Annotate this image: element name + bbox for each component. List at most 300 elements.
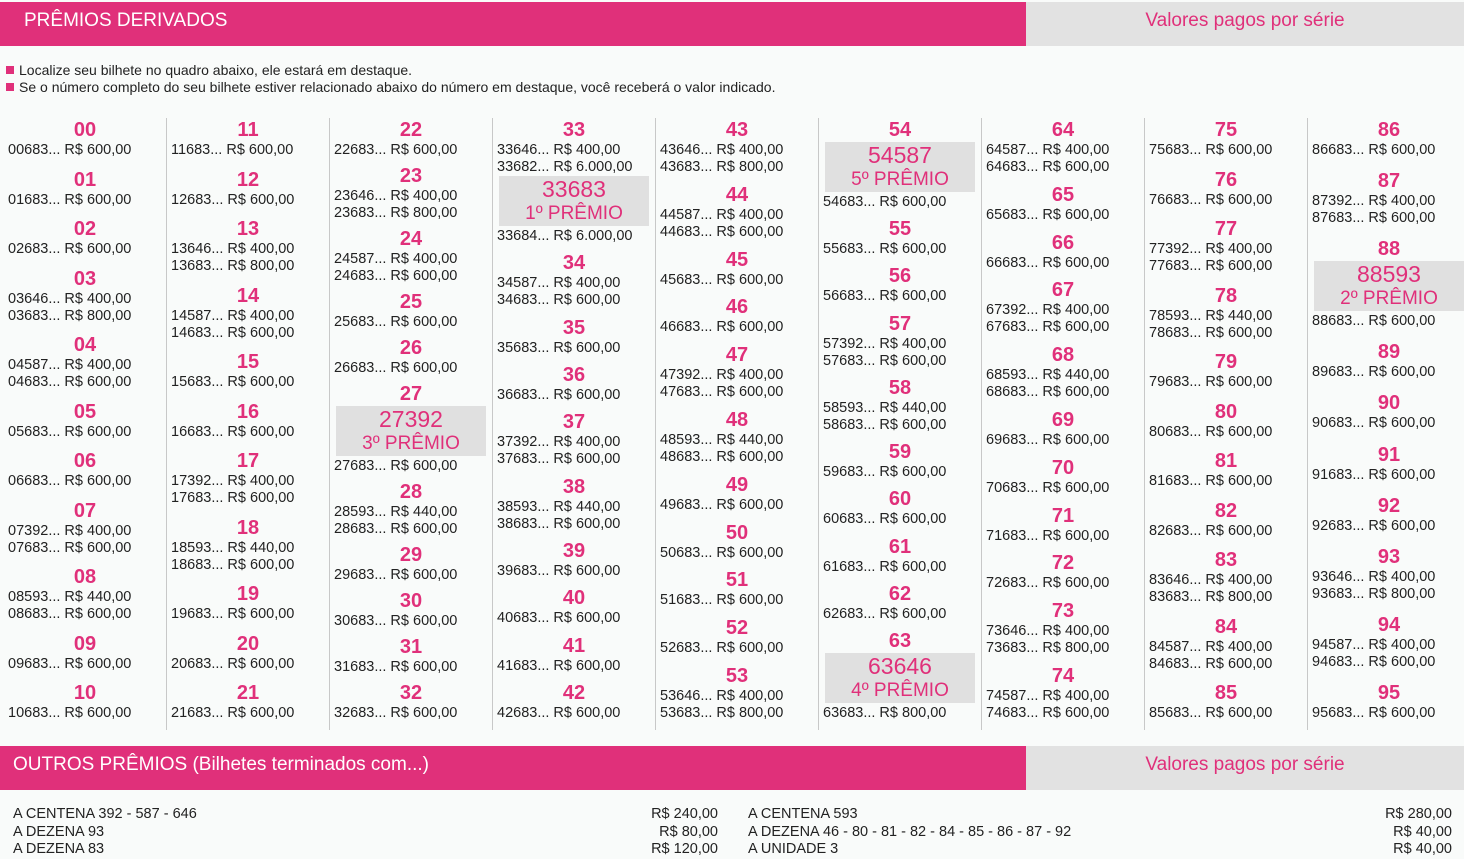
- prize-line: 74587... R$ 400,00: [986, 688, 1110, 704]
- prize-line: 57392... R$ 400,00: [823, 335, 947, 352]
- number-block: [819, 582, 981, 623]
- group-number: 56: [888, 265, 912, 288]
- prize-line: 07392... R$ 400,00: [8, 522, 132, 539]
- other-prize-row: [748, 841, 1452, 859]
- prize-line: 89683... R$ 600,00: [1312, 364, 1436, 381]
- prize-line: 47392... R$ 400,00: [660, 367, 784, 384]
- group-number: 67: [1051, 279, 1075, 302]
- prize-line: 95683... R$ 600,00: [1312, 705, 1436, 721]
- group-number: 66: [1051, 231, 1075, 254]
- group-number: 23: [399, 165, 423, 187]
- group-number: 41: [562, 634, 586, 657]
- prize-line: 01683... R$ 600,00: [8, 191, 132, 208]
- group-number: 15: [236, 351, 260, 373]
- other-prize-label: A CENTENA 593: [748, 806, 858, 822]
- prize-highlight: [499, 176, 649, 226]
- prize-column: [330, 118, 493, 730]
- number-block: [167, 449, 329, 507]
- number-block: [330, 336, 492, 377]
- group-number: 61: [888, 535, 912, 558]
- other-prize-value: R$ 80,00: [659, 823, 718, 840]
- number-block: [1308, 169, 1464, 227]
- number-block: [493, 475, 655, 533]
- prize-line: 63683... R$ 800,00: [823, 705, 947, 721]
- prize-line: 24587... R$ 400,00: [334, 251, 458, 267]
- number-block: [656, 183, 818, 241]
- group-number: 48: [725, 409, 749, 431]
- prize-line: 47683... R$ 600,00: [660, 384, 784, 401]
- group-number: 35: [562, 316, 586, 339]
- instruction-line: Localize seu bilhete no quadro abaixo, ele estará em destaque.: [6, 62, 775, 79]
- number-block: [4, 632, 166, 673]
- group-number: 16: [236, 400, 260, 423]
- group-number: 49: [725, 473, 749, 496]
- prize-line: 74683... R$ 600,00: [986, 705, 1110, 721]
- group-number: 42: [562, 682, 586, 704]
- prize-column: [493, 118, 656, 730]
- prize-line: 46683... R$ 600,00: [660, 319, 784, 336]
- group-number: 36: [562, 364, 586, 386]
- group-number: 09: [73, 632, 97, 655]
- prize-column: [1145, 118, 1308, 730]
- prize-line: 86683... R$ 600,00: [1312, 142, 1436, 158]
- prize-line: 78683... R$ 600,00: [1149, 324, 1273, 341]
- group-number: 33: [562, 119, 586, 141]
- group-number: 22: [399, 119, 423, 141]
- group-number: 85: [1214, 682, 1238, 704]
- prize-line: 83646... R$ 400,00: [1149, 572, 1273, 588]
- group-number: 19: [236, 583, 260, 605]
- prize-line: 64587... R$ 400,00: [986, 142, 1110, 158]
- number-block: [4, 333, 166, 391]
- group-number: 88: [1377, 238, 1401, 261]
- group-number: 72: [1051, 552, 1075, 575]
- number-block: [982, 664, 1144, 722]
- prize-line: 67392... R$ 400,00: [986, 302, 1110, 319]
- group-number: 34: [562, 252, 586, 275]
- group-number: 71: [1051, 504, 1075, 527]
- prize-line: 14587... R$ 400,00: [171, 307, 295, 324]
- group-number: 80: [1214, 400, 1238, 423]
- number-block: [330, 635, 492, 676]
- bullet-square-icon: [6, 66, 14, 74]
- group-number: 29: [399, 544, 423, 566]
- prize-line: 84683... R$ 600,00: [1149, 655, 1273, 672]
- prize-line: 08683... R$ 600,00: [8, 606, 132, 622]
- group-number: 21: [236, 682, 260, 704]
- highlight-number: 33683: [542, 176, 606, 202]
- prize-line: 83683... R$ 800,00: [1149, 589, 1273, 605]
- number-block: [1145, 400, 1307, 441]
- number-block: [819, 535, 981, 576]
- number-block: [1145, 118, 1307, 159]
- other-prizes-right: [748, 806, 1452, 859]
- prize-line: 08593... R$ 440,00: [8, 589, 132, 605]
- other-prize-row: [13, 806, 718, 824]
- number-block: [819, 440, 981, 481]
- number-block: [656, 568, 818, 609]
- prize-line: 06683... R$ 600,00: [8, 473, 132, 489]
- number-block: [1308, 443, 1464, 484]
- group-number: 06: [73, 450, 97, 472]
- prize-column: [167, 118, 330, 730]
- prize-line: 53683... R$ 800,00: [660, 705, 784, 721]
- prize-line: 13646... R$ 400,00: [171, 241, 295, 257]
- group-number: 38: [562, 475, 586, 498]
- prize-line: 17392... R$ 400,00: [171, 473, 295, 489]
- prize-line: 60683... R$ 600,00: [823, 511, 947, 528]
- prize-line: 68683... R$ 600,00: [986, 384, 1110, 401]
- prize-column: [982, 118, 1145, 730]
- group-number: 86: [1377, 119, 1401, 141]
- number-block: [167, 168, 329, 209]
- prize-line: 25683... R$ 600,00: [334, 314, 458, 330]
- prize-line: 92683... R$ 600,00: [1312, 517, 1436, 534]
- number-block: [1308, 681, 1464, 722]
- group-number: 82: [1214, 499, 1238, 522]
- number-block: [982, 343, 1144, 401]
- number-block: [982, 599, 1144, 657]
- other-prizes-values-label: Valores pagos por série: [1026, 746, 1464, 790]
- prize-line: 17683... R$ 600,00: [171, 490, 295, 506]
- prize-line: 03683... R$ 800,00: [8, 307, 132, 324]
- prize-line: 12683... R$ 600,00: [171, 191, 295, 208]
- group-number: 05: [73, 400, 97, 423]
- prize-line: 58593... R$ 440,00: [823, 399, 947, 416]
- prize-line: 52683... R$ 600,00: [660, 640, 784, 657]
- prize-line: 34683... R$ 600,00: [497, 292, 621, 309]
- group-number: 78: [1214, 284, 1238, 307]
- prize-line: 33646... R$ 400,00: [497, 142, 621, 158]
- prize-line: 28593... R$ 440,00: [334, 504, 458, 520]
- group-number: 57: [888, 312, 912, 335]
- prize-line: 32683... R$ 600,00: [334, 705, 458, 721]
- group-number: 68: [1051, 344, 1075, 367]
- number-block: [982, 118, 1144, 176]
- group-number: 77: [1214, 218, 1238, 240]
- group-number: 55: [888, 218, 912, 241]
- group-number: 20: [236, 632, 260, 655]
- number-block: [4, 565, 166, 623]
- group-number: 90: [1377, 392, 1401, 415]
- prize-line: 70683... R$ 600,00: [986, 479, 1110, 496]
- prize-line: 66683... R$ 600,00: [986, 254, 1110, 271]
- highlight-number: 27392: [379, 406, 443, 432]
- number-block: [4, 400, 166, 441]
- group-number: 44: [725, 183, 749, 206]
- prize-line: 00683... R$ 600,00: [8, 142, 132, 158]
- group-number: 07: [73, 499, 97, 522]
- number-block: [330, 543, 492, 584]
- prize-line: 87392... R$ 400,00: [1312, 193, 1436, 210]
- group-number: 83: [1214, 549, 1238, 571]
- number-block: [4, 217, 166, 258]
- number-block: [982, 231, 1144, 272]
- prize-line: 93646... R$ 400,00: [1312, 568, 1436, 585]
- prize-line: 43646... R$ 400,00: [660, 142, 784, 158]
- instructions: [6, 62, 775, 96]
- prize-column: [1308, 118, 1464, 730]
- group-number: 84: [1214, 615, 1238, 638]
- group-number: 73: [1051, 600, 1075, 623]
- group-number: 79: [1214, 351, 1238, 373]
- prize-line: 35683... R$ 600,00: [497, 339, 621, 356]
- number-block: [330, 681, 492, 722]
- number-block: [656, 295, 818, 336]
- group-number: 47: [725, 344, 749, 367]
- number-block: [167, 681, 329, 722]
- prize-line: 94587... R$ 400,00: [1312, 636, 1436, 653]
- number-block: [819, 629, 981, 722]
- number-block: [1145, 217, 1307, 275]
- highlight-number: 88593: [1357, 261, 1421, 288]
- derived-prizes-values-label: Valores pagos por série: [1026, 2, 1464, 46]
- prize-line: 76683... R$ 600,00: [1149, 191, 1273, 208]
- prize-line: 54683... R$ 600,00: [823, 194, 947, 210]
- other-prize-value: R$ 40,00: [1393, 823, 1452, 840]
- group-number: 91: [1377, 443, 1401, 466]
- number-block: [656, 473, 818, 514]
- other-prize-value: R$ 240,00: [651, 806, 718, 822]
- prize-line: 37683... R$ 600,00: [497, 451, 621, 468]
- number-block: [1308, 340, 1464, 381]
- number-block: [493, 410, 655, 468]
- prize-line: 42683... R$ 600,00: [497, 705, 621, 721]
- group-number: 13: [236, 218, 260, 240]
- number-block: [330, 164, 492, 222]
- prize-line: 94683... R$ 600,00: [1312, 653, 1436, 670]
- number-block: [1308, 545, 1464, 603]
- prize-line: 81683... R$ 600,00: [1149, 473, 1273, 489]
- number-block: [493, 586, 655, 627]
- group-number: 17: [236, 450, 260, 472]
- number-block: [819, 312, 981, 370]
- prize-line: 59683... R$ 600,00: [823, 464, 947, 481]
- group-number: 32: [399, 682, 423, 704]
- number-block: [167, 400, 329, 441]
- number-block: [330, 227, 492, 285]
- prize-line: 50683... R$ 600,00: [660, 544, 784, 561]
- number-block: [982, 183, 1144, 224]
- number-block: [656, 521, 818, 562]
- group-number: 53: [725, 665, 749, 687]
- number-block: [330, 480, 492, 538]
- number-block: [656, 664, 818, 722]
- number-block: [1308, 613, 1464, 671]
- group-number: 12: [236, 168, 260, 191]
- prize-line: 07683... R$ 600,00: [8, 539, 132, 556]
- group-number: 54: [888, 119, 912, 141]
- group-number: 63: [888, 630, 912, 652]
- group-number: 24: [399, 228, 423, 250]
- prize-line: 16683... R$ 600,00: [171, 423, 295, 440]
- prize-line: 73646... R$ 400,00: [986, 623, 1110, 640]
- number-block: [167, 350, 329, 391]
- prize-line: 84587... R$ 400,00: [1149, 638, 1273, 655]
- prize-line: 37392... R$ 400,00: [497, 434, 621, 451]
- number-block: [330, 118, 492, 159]
- group-number: 18: [236, 516, 260, 539]
- group-number: 02: [73, 218, 97, 240]
- group-number: 50: [725, 521, 749, 544]
- prize-line: 67683... R$ 600,00: [986, 319, 1110, 336]
- group-number: 28: [399, 481, 423, 503]
- derived-prizes-title: PRÊMIOS DERIVADOS: [0, 2, 1026, 46]
- prize-line: 30683... R$ 600,00: [334, 613, 458, 629]
- number-block: [1308, 118, 1464, 159]
- other-prize-value: R$ 120,00: [651, 841, 718, 857]
- number-block: [982, 551, 1144, 592]
- prize-line: 23646... R$ 400,00: [334, 188, 458, 204]
- derived-prizes-grid: [0, 118, 1464, 730]
- number-block: [656, 248, 818, 289]
- other-prize-value: R$ 280,00: [1385, 806, 1452, 822]
- prize-line: 38593... R$ 440,00: [497, 498, 621, 515]
- prize-column: [819, 118, 982, 730]
- prize-line: 24683... R$ 600,00: [334, 268, 458, 284]
- other-prizes-title: OUTROS PRÊMIOS (Bilhetes terminados com...): [0, 746, 1026, 790]
- prize-line: 23683... R$ 800,00: [334, 205, 458, 221]
- other-prize-value: R$ 40,00: [1393, 841, 1452, 857]
- highlight-number: 63646: [868, 653, 932, 679]
- number-block: [167, 284, 329, 342]
- prize-line: 88683... R$ 600,00: [1312, 313, 1436, 330]
- number-block: [493, 118, 655, 245]
- group-number: 65: [1051, 183, 1075, 206]
- prize-highlight: [825, 142, 975, 192]
- prize-highlight: [1314, 261, 1464, 311]
- prize-line: 73683... R$ 800,00: [986, 640, 1110, 657]
- group-number: 60: [888, 488, 912, 511]
- group-number: 14: [236, 284, 260, 307]
- highlight-number: 54587: [868, 142, 932, 168]
- prize-line: 44683... R$ 600,00: [660, 223, 784, 240]
- prize-line: 40683... R$ 600,00: [497, 610, 621, 627]
- group-number: 81: [1214, 450, 1238, 472]
- group-number: 69: [1051, 409, 1075, 431]
- prize-column: [4, 118, 167, 730]
- prize-line: 69683... R$ 600,00: [986, 432, 1110, 448]
- prize-line: 55683... R$ 600,00: [823, 241, 947, 258]
- number-block: [493, 634, 655, 675]
- group-number: 43: [725, 119, 749, 141]
- group-number: 39: [562, 540, 586, 562]
- prize-line: 85683... R$ 600,00: [1149, 705, 1273, 721]
- prize-line: 34587... R$ 400,00: [497, 275, 621, 292]
- prize-line: 43683... R$ 800,00: [660, 159, 784, 175]
- number-block: [330, 589, 492, 630]
- group-number: 37: [562, 411, 586, 434]
- group-number: 11: [237, 119, 259, 141]
- group-number: 52: [725, 617, 749, 640]
- prize-line: 51683... R$ 600,00: [660, 592, 784, 609]
- prize-line: 44587... R$ 400,00: [660, 206, 784, 223]
- prize-line: 48683... R$ 600,00: [660, 449, 784, 465]
- prize-line: 11683... R$ 600,00: [171, 142, 294, 158]
- other-prize-row: [748, 806, 1452, 824]
- prize-line: 04683... R$ 600,00: [8, 374, 132, 390]
- group-number: 64: [1051, 119, 1075, 141]
- number-block: [1145, 499, 1307, 540]
- prize-line: 15683... R$ 600,00: [171, 374, 295, 390]
- group-number: 10: [73, 682, 97, 704]
- group-number: 51: [725, 569, 749, 592]
- group-number: 94: [1377, 613, 1401, 636]
- prize-line: 18683... R$ 600,00: [171, 556, 295, 573]
- prize-line: 02683... R$ 600,00: [8, 241, 132, 257]
- group-number: 93: [1377, 545, 1401, 568]
- prize-line: 22683... R$ 600,00: [334, 142, 458, 158]
- group-number: 01: [73, 168, 97, 191]
- number-block: [330, 290, 492, 331]
- number-block: [1145, 615, 1307, 673]
- instruction-line: Se o número completo do seu bilhete estiver relacionado abaixo do número em destaque, você receberá o valor indicado.: [6, 79, 775, 96]
- number-block: [167, 516, 329, 574]
- number-block: [819, 118, 981, 211]
- prize-line: 77392... R$ 400,00: [1149, 241, 1273, 257]
- number-block: [982, 408, 1144, 449]
- prize-highlight: [336, 406, 486, 456]
- number-block: [982, 278, 1144, 336]
- prize-line: 71683... R$ 600,00: [986, 527, 1110, 544]
- prize-line: 62683... R$ 600,00: [823, 605, 947, 622]
- bullet-square-icon: [6, 83, 14, 91]
- highlight-prize: 4º PRÊMIO: [851, 680, 949, 701]
- prize-line: 82683... R$ 600,00: [1149, 522, 1273, 539]
- prize-line: 80683... R$ 600,00: [1149, 423, 1273, 440]
- derived-prizes-header: [0, 2, 1464, 46]
- group-number: 74: [1051, 665, 1075, 687]
- number-block: [167, 582, 329, 623]
- number-block: [493, 251, 655, 309]
- number-block: [4, 449, 166, 490]
- number-block: [656, 408, 818, 466]
- number-block: [493, 681, 655, 722]
- group-number: 62: [888, 582, 912, 605]
- prize-line: 53646... R$ 400,00: [660, 688, 784, 704]
- other-prize-label: A DEZENA 83: [13, 841, 105, 857]
- number-block: [1308, 391, 1464, 432]
- prize-line: 36683... R$ 600,00: [497, 387, 621, 403]
- group-number: 26: [399, 337, 423, 359]
- group-number: 40: [562, 587, 586, 610]
- prize-line: 91683... R$ 600,00: [1312, 466, 1436, 483]
- prize-line: 09683... R$ 600,00: [8, 655, 132, 672]
- prize-line: 49683... R$ 600,00: [660, 496, 784, 513]
- highlight-prize: 3º PRÊMIO: [362, 433, 460, 454]
- other-prize-row: [13, 824, 718, 842]
- prize-line: 19683... R$ 600,00: [171, 606, 295, 622]
- prize-line: 18593... R$ 440,00: [171, 539, 295, 556]
- number-block: [819, 217, 981, 258]
- number-block: [167, 118, 329, 159]
- prize-line: 87683... R$ 600,00: [1312, 210, 1436, 227]
- other-prizes-header: [0, 746, 1464, 790]
- group-number: 04: [73, 334, 97, 356]
- number-block: [819, 376, 981, 434]
- other-prize-label: A DEZENA 93: [13, 823, 105, 840]
- prize-line: 41683... R$ 600,00: [497, 657, 621, 674]
- number-block: [982, 456, 1144, 497]
- number-block: [982, 504, 1144, 545]
- prize-line: 04587... R$ 400,00: [8, 357, 132, 373]
- number-block: [656, 118, 818, 176]
- group-number: 45: [725, 248, 749, 271]
- prize-line: 05683... R$ 600,00: [8, 423, 132, 440]
- prize-column: [656, 118, 819, 730]
- prize-line: 79683... R$ 600,00: [1149, 374, 1273, 390]
- prize-line: 68593... R$ 440,00: [986, 367, 1110, 384]
